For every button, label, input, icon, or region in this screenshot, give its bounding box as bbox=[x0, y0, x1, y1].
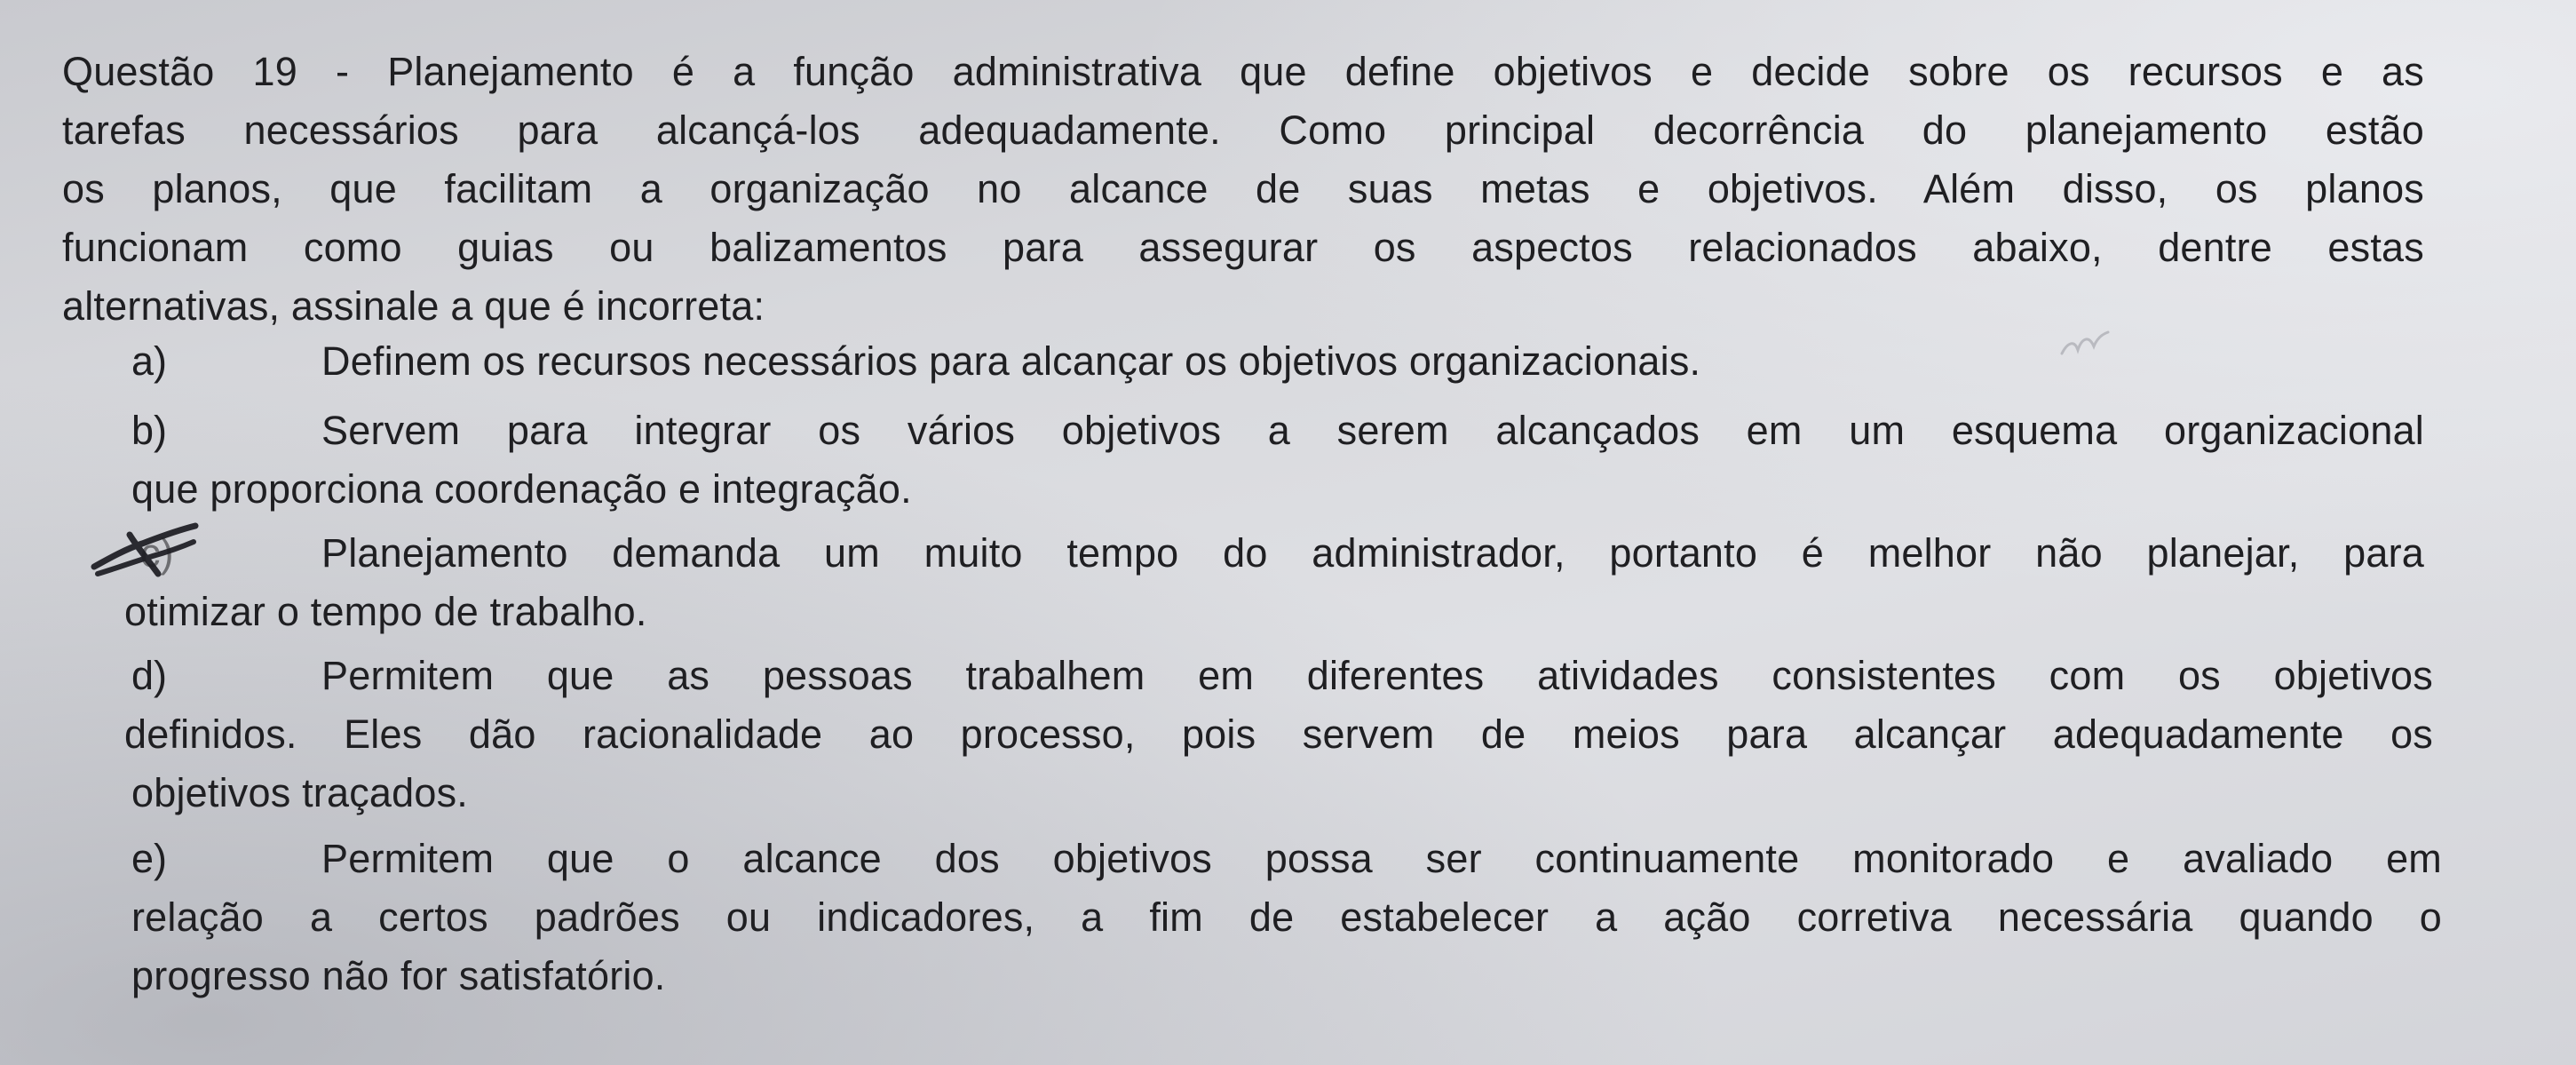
option-d-text: Permitem que as pessoas trabalhem em diferentes atividades consistentes com os objetivos bbox=[321, 653, 2433, 698]
question-line-5: alternativas, assinale a que é incorreta: bbox=[62, 283, 765, 329]
question-line-1: Questão 19 - Planejamento é a função administrativa que define objetivos e decide sobre os recursos e as bbox=[62, 49, 2424, 94]
option-b-text: Servem para integrar os vários objetivos a serem alcançados em um esquema organizacional bbox=[321, 408, 2424, 453]
option-b-cont-1: que proporciona coordenação e integração. bbox=[131, 466, 912, 512]
option-b-letter: b) bbox=[131, 408, 168, 453]
question-line-3: os planos, que facilitam a organização no alcance de suas metas e objetivos. Além disso, os planos bbox=[62, 166, 2424, 211]
question-line-2: tarefas necessários para alcançá-los adequadamente. Como principal decorrência do planejamento estão bbox=[62, 107, 2424, 153]
option-c-text: Planejamento demanda um muito tempo do administrador, portanto é melhor não planejar, para bbox=[321, 530, 2424, 576]
option-a-text: Definem os recursos necessários para alcançar os objetivos organizacionais. bbox=[321, 338, 1701, 384]
option-e-cont-1: relação a certos padrões ou indicadores, a fim de estabelecer a ação corretiva necessária quando o bbox=[131, 894, 2442, 940]
option-d-letter: d) bbox=[131, 653, 168, 698]
option-d-cont-2: objetivos traçados. bbox=[131, 770, 469, 815]
option-e-letter: e) bbox=[131, 836, 168, 881]
option-c-cont-1: otimizar o tempo de trabalho. bbox=[124, 589, 647, 634]
option-d-cont-1: definidos. Eles dão racionalidade ao processo, pois servem de meios para alcançar adequadamente os bbox=[124, 711, 2433, 757]
option-a-letter: a) bbox=[131, 338, 168, 384]
option-e-cont-2: progresso não for satisfatório. bbox=[131, 953, 666, 998]
question-line-4: funcionam como guias ou balizamentos para assegurar os aspectos relacionados abaixo, dentre estas bbox=[62, 225, 2424, 270]
option-c-letter: c) bbox=[140, 530, 174, 576]
pencil-scribble-icon bbox=[2058, 327, 2112, 362]
option-e-text: Permitem que o alcance dos objetivos possa ser continuamente monitorado e avaliado em bbox=[321, 836, 2442, 881]
